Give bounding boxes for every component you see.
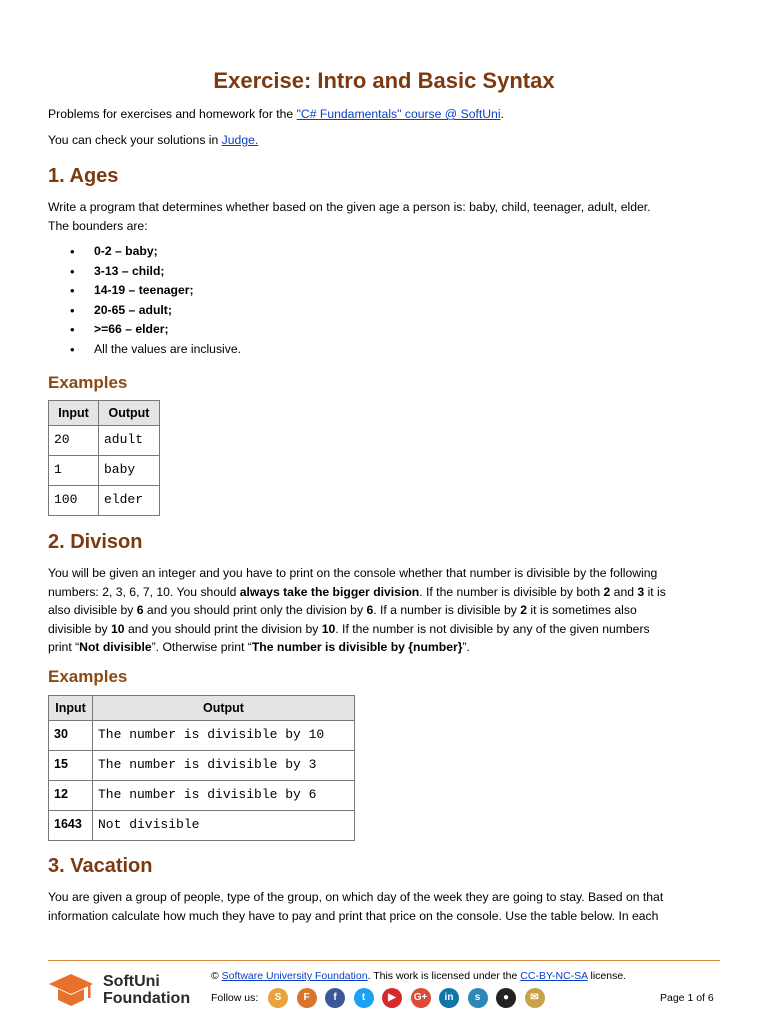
vacation-description: You are given a group of people, type of the group, on which day of the week they are going to stay. Based on that information calculate how much they have to pay and print that price on the console. Use the table below. In each [48, 890, 664, 923]
input-cell: 15 [49, 751, 93, 781]
google-plus-icon[interactable]: G+ [411, 988, 431, 1008]
input-cell: 100 [49, 486, 99, 516]
input-cell: 20 [49, 426, 99, 456]
table-row [49, 781, 355, 811]
examples-heading: Examples [48, 667, 128, 686]
list-item: • 3-13 – child; [70, 262, 241, 282]
intro-line-judge: You can check your solutions in Judge. [48, 133, 259, 147]
column-header: Output [99, 401, 160, 426]
logo-text-line2: Foundation [103, 990, 191, 1007]
output-cell: The number is divisible by 6 [93, 781, 355, 811]
output-cell: elder [99, 486, 160, 516]
softuni-foundation-logo [48, 970, 198, 1012]
table-row [49, 456, 160, 486]
intro-line-course: Problems for exercises and homework for the "C# Fundamentals" course @ SoftUni. [48, 107, 504, 121]
output-cell: The number is divisible by 10 [93, 721, 355, 751]
table-row [49, 751, 355, 781]
softuni-foundation-icon[interactable]: F [297, 988, 317, 1008]
division-description: You will be given an integer and you have to print on the console whether that number is divisible by the following numbers: 2, 3, 6, 7, 10. You should always take the bigger division. If the number is divisible by both 2 and 3 it is also divisible by 6 and you should print only the division by 6. If a number is divisible by 2 it is sometimes also divisible by 10 and you should print the division by 10. If the number is not divisible by any of the given numbers print “Not divisible”. Otherwise print “The number is divisible by {number}”. [48, 566, 666, 655]
page-number: Page 1 of 6 [660, 992, 714, 1004]
github-icon[interactable]: ● [496, 988, 516, 1008]
ages-examples-table [48, 400, 160, 516]
output-cell: Not divisible [93, 811, 355, 841]
list-item: • 20-65 – adult; [70, 301, 241, 321]
output-cell: adult [99, 426, 160, 456]
table-row [49, 486, 160, 516]
graduation-cap-icon [48, 972, 94, 1008]
slideshare-icon[interactable]: s [468, 988, 488, 1008]
input-cell: 30 [49, 721, 93, 751]
youtube-icon[interactable]: ▶ [382, 988, 402, 1008]
ages-description: Write a program that determines whether based on the given age a person is: baby, child, teenager, adult, elder. The bounders are: [48, 200, 651, 233]
list-item: • 14-19 – teenager; [70, 281, 241, 301]
copyright-notice: © Software University Foundation. This work is licensed under the CC-BY-NC-SA license. [211, 970, 627, 982]
examples-heading: Examples [48, 373, 128, 392]
ages-bullet-list [70, 242, 241, 360]
output-cell: baby [99, 456, 160, 486]
column-header: Output [93, 696, 355, 721]
email-icon[interactable]: ✉ [525, 988, 545, 1008]
input-cell: 12 [49, 781, 93, 811]
judge-link[interactable]: Judge. [221, 133, 259, 147]
foundation-link[interactable]: Software University Foundation [221, 970, 368, 982]
course-link[interactable]: "C# Fundamentals" course @ SoftUni [296, 107, 501, 121]
softuni-icon[interactable]: S [268, 988, 288, 1008]
linkedin-icon[interactable]: in [439, 988, 459, 1008]
list-item: • >=66 – elder; [70, 320, 241, 340]
list-item: • 0-2 – baby; [70, 242, 241, 262]
table-header-row [49, 401, 160, 426]
logo-text-line1: SoftUni [103, 973, 160, 990]
twitter-icon[interactable]: t [354, 988, 374, 1008]
division-examples-table [48, 695, 355, 841]
table-header-row [49, 696, 355, 721]
page-title: Exercise: Intro and Basic Syntax [213, 68, 555, 93]
list-item: • All the values are inclusive. [70, 340, 241, 360]
output-cell: The number is divisible by 3 [93, 751, 355, 781]
column-header: Input [49, 696, 93, 721]
column-header: Input [49, 401, 99, 426]
input-cell: 1 [49, 456, 99, 486]
section-heading-ages: 1. Ages [48, 165, 119, 187]
facebook-icon[interactable]: f [325, 988, 345, 1008]
section-heading-vacation: 3. Vacation [48, 855, 153, 877]
follow-us-label: Follow us: [211, 992, 259, 1004]
footer-divider [48, 960, 720, 961]
section-heading-division: 2. Divison [48, 531, 143, 553]
table-row [49, 811, 355, 841]
table-row [49, 721, 355, 751]
table-row [49, 426, 160, 456]
license-link[interactable]: CC-BY-NC-SA [520, 970, 588, 982]
input-cell: 1643 [49, 811, 93, 841]
